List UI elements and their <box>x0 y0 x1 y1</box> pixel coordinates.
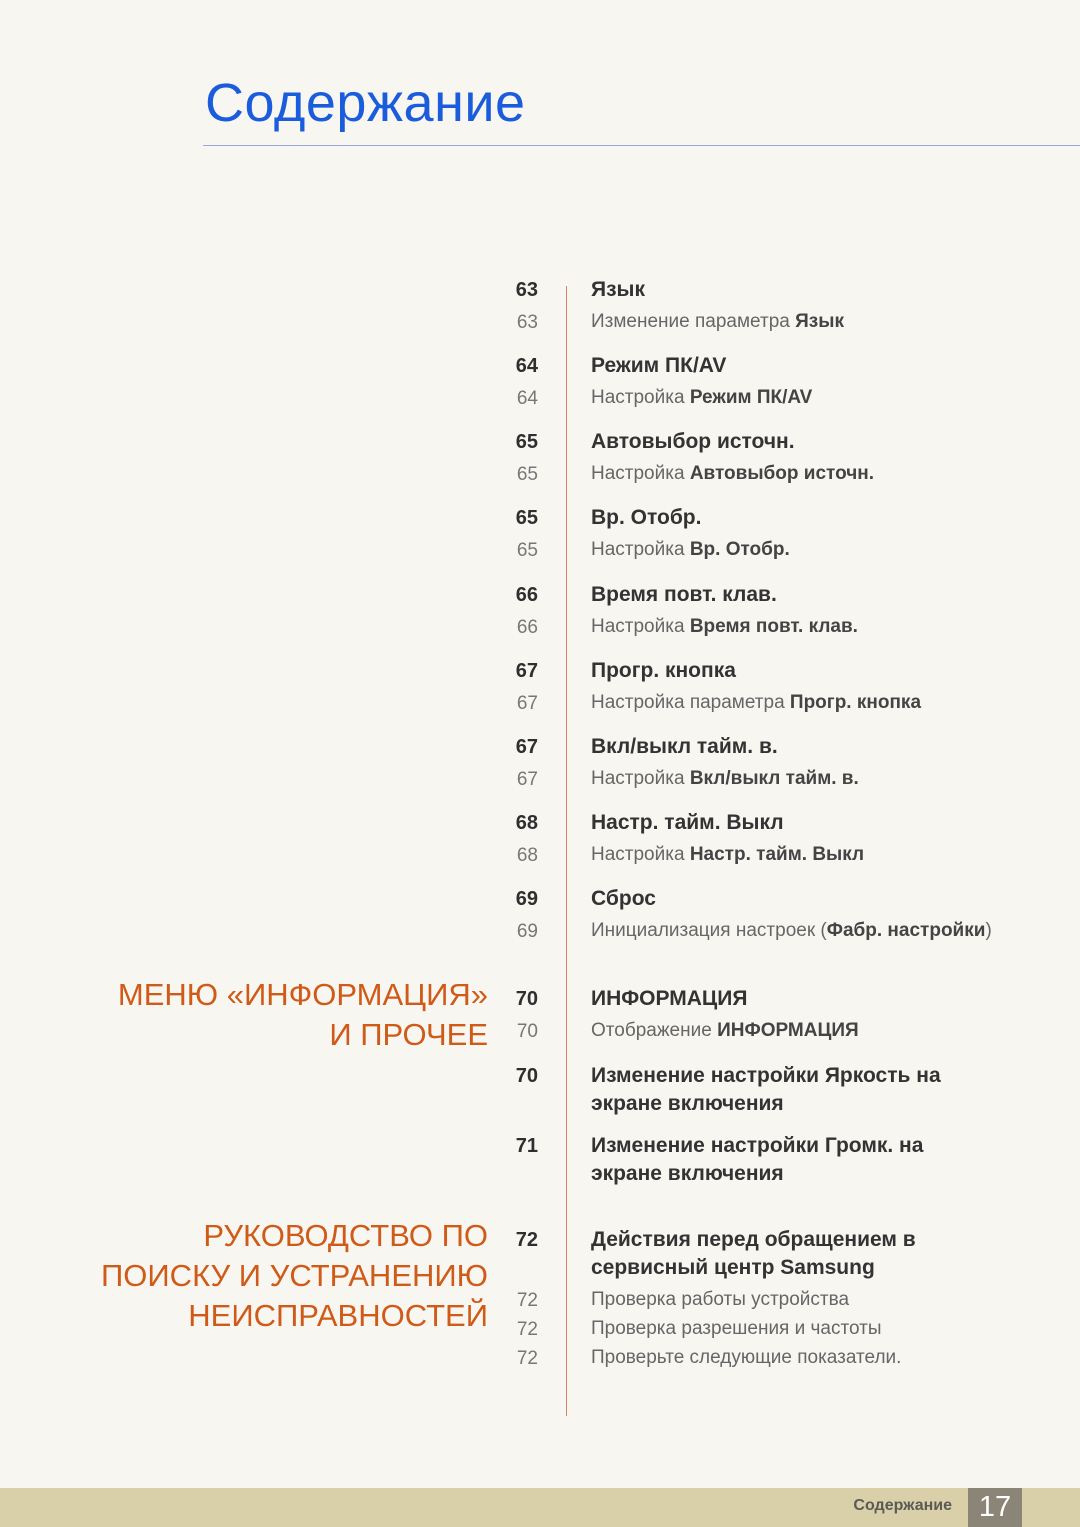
footer-section-label: Содержание <box>853 1497 952 1514</box>
toc-subentry[interactable]: Проверьте следующие показатели. <box>591 1347 902 1368</box>
page-title: Содержание <box>205 73 526 133</box>
section-heading-line: И ПРОЧЕЕ <box>329 1017 488 1052</box>
section-heading-info-menu <box>118 975 488 1055</box>
toc-subentry[interactable]: Проверка работы устройства <box>591 1289 850 1310</box>
entry-title-line: Изменение настройки Громк. на <box>591 1134 924 1157</box>
entry-title-line: Изменение настройки Яркость на <box>591 1064 941 1087</box>
toc-page-number[interactable]: 64 <box>515 355 538 377</box>
entry-title-line: экране включения <box>591 1092 784 1115</box>
toc-page-number[interactable]: 65 <box>515 507 538 529</box>
subentry-text: Настройка <box>591 844 690 865</box>
subentry-text: Настройка <box>591 768 690 789</box>
toc-page-number[interactable]: 66 <box>515 584 538 606</box>
toc-page-number[interactable]: 67 <box>515 736 538 758</box>
subentry-bold: Язык <box>795 311 844 332</box>
toc-subpage-number[interactable]: 66 <box>516 617 538 638</box>
section-heading-line: НЕИСПРАВНОСТЕЙ <box>188 1298 488 1333</box>
subentry-text: Настройка <box>591 387 690 408</box>
toc-subpage-number[interactable]: 65 <box>516 464 538 485</box>
toc-subpage-number[interactable]: 64 <box>516 388 538 409</box>
subentry-text: Настройка <box>591 539 690 560</box>
section-heading-line: ПОИСКУ И УСТРАНЕНИЮ <box>101 1258 488 1293</box>
title-divider <box>203 145 1080 146</box>
subentry-bold: Фабр. настройки <box>826 920 986 941</box>
toc-entry-title[interactable]: Вкл/выкл тайм. в. <box>591 735 778 758</box>
toc-page-number[interactable]: 72 <box>515 1229 538 1251</box>
toc-page-number[interactable]: 70 <box>515 1065 538 1087</box>
subentry-bold: Время повт. клав. <box>689 616 858 637</box>
toc-entry-title[interactable]: Режим ПК/AV <box>591 354 727 377</box>
section-heading-troubleshooting <box>101 1216 488 1336</box>
entry-title-line: экране включения <box>591 1162 784 1185</box>
toc-page-number[interactable]: 69 <box>515 888 538 910</box>
subentry-text: ) <box>985 920 992 941</box>
section-heading-line: МЕНЮ «ИНФОРМАЦИЯ» <box>117 977 488 1012</box>
subentry-text: Отображение <box>591 1020 718 1041</box>
subentry-bold: Настр. тайм. Выкл <box>689 844 865 865</box>
subentry-text: Настройка <box>591 463 690 484</box>
subentry-bold: Режим ПК/AV <box>689 387 813 408</box>
toc-entry-title[interactable] <box>591 1132 1061 1188</box>
subentry-bold: Вкл/выкл тайм. в. <box>689 768 859 789</box>
toc-entry-title[interactable]: Настр. тайм. Выкл <box>591 811 784 834</box>
toc-subpage-number[interactable]: 72 <box>516 1319 538 1340</box>
toc-subentry[interactable] <box>591 768 1061 790</box>
toc-page-number[interactable]: 65 <box>515 431 538 453</box>
toc-entry-title[interactable] <box>591 1062 1061 1118</box>
toc-entry-title[interactable]: Вр. Отобр. <box>591 506 702 529</box>
toc-entry-title[interactable]: Автовыбор источн. <box>591 430 795 453</box>
page-number: 17 <box>968 1488 1022 1527</box>
toc-subentry[interactable] <box>591 1020 1061 1042</box>
toc-subentry[interactable] <box>591 920 1061 942</box>
toc-subpage-number[interactable]: 70 <box>516 1021 538 1042</box>
subentry-text: Настройка параметра <box>591 692 790 713</box>
subentry-bold: Вр. Отобр. <box>689 539 790 560</box>
toc-subentry[interactable] <box>591 616 1061 638</box>
toc-subpage-number[interactable]: 68 <box>516 845 538 866</box>
toc-subentry[interactable] <box>591 311 1061 333</box>
subentry-text: Изменение параметра <box>591 311 796 332</box>
toc-subentry[interactable] <box>591 539 1061 561</box>
toc-subentry[interactable] <box>591 692 1061 714</box>
toc-subentry[interactable]: Проверка разрешения и частоты <box>591 1318 882 1339</box>
toc-subpage-number[interactable]: 72 <box>516 1290 538 1311</box>
toc-page-number[interactable]: 67 <box>515 660 538 682</box>
toc-entry-title[interactable]: Язык <box>591 278 645 301</box>
toc-page-number[interactable]: 71 <box>515 1135 538 1157</box>
toc-entry-title[interactable]: Сброс <box>591 887 656 910</box>
section-heading-line: РУКОВОДСТВО ПО <box>203 1218 488 1253</box>
toc-entry-title[interactable] <box>591 1226 1061 1282</box>
entry-title-line: сервисный центр Samsung <box>591 1256 875 1279</box>
subentry-bold: ИНФОРМАЦИЯ <box>717 1020 859 1041</box>
toc-subpage-number[interactable]: 67 <box>516 693 538 714</box>
subentry-text: Инициализация настроек ( <box>591 920 827 941</box>
toc-entry-title[interactable]: Прогр. кнопка <box>591 659 736 682</box>
subentry-text: Настройка <box>591 616 690 637</box>
toc-page-number[interactable]: 68 <box>515 812 538 834</box>
toc-subentry[interactable] <box>591 387 1061 409</box>
toc-subpage-number[interactable]: 67 <box>516 769 538 790</box>
toc-entry-title[interactable]: ИНФОРМАЦИЯ <box>591 987 748 1010</box>
toc-subentry[interactable] <box>591 844 1061 866</box>
toc-subpage-number[interactable]: 69 <box>516 921 538 942</box>
toc-subpage-number[interactable]: 72 <box>516 1348 538 1369</box>
toc-subpage-number[interactable]: 63 <box>516 312 538 333</box>
entry-title-line: Действия перед обращением в <box>591 1228 916 1251</box>
toc-page-number[interactable]: 63 <box>515 279 538 301</box>
subentry-bold: Прогр. кнопка <box>789 692 922 713</box>
toc-subpage-number[interactable]: 65 <box>516 540 538 561</box>
toc-page-number[interactable]: 70 <box>515 988 538 1010</box>
subentry-bold: Автовыбор источн. <box>689 463 874 484</box>
toc-entry-title[interactable]: Время повт. клав. <box>591 583 777 606</box>
toc-subentry[interactable] <box>591 463 1061 485</box>
toc-vertical-divider <box>566 286 567 1416</box>
